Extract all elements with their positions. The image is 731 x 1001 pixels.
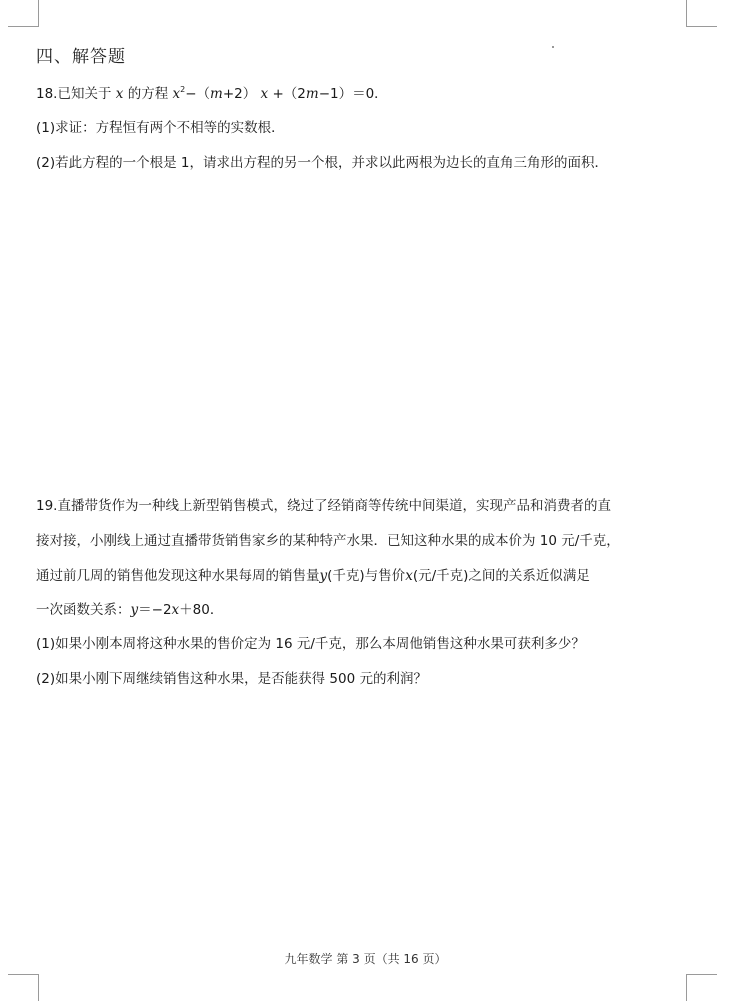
q19-line3-c: (元/千克)之间的关系近似满足 [412, 568, 590, 584]
q18-part1: (1)求证：方程恒有两个不相等的实数根． [36, 120, 285, 136]
q19-line1: 19.直播带货作为一种线上新型销售模式，绕过了经销商等传统中间渠道，实现产品和消费者的直 [36, 498, 611, 514]
q19-var-x: x [405, 568, 413, 584]
q19-line4-b: ＝−2 [138, 602, 172, 618]
q19-part1: (1)如果小刚本周将这种水果的售价定为 16 元/千克，那么本周他销售这种水果可获利多少？ [36, 636, 585, 652]
section-heading: 四、解答题 [36, 47, 126, 67]
q18-eq-m1: m [210, 86, 223, 102]
q18-part2: (2)若此方程的一个根是 1，请求出方程的另一个根，并求以此两根为边长的直角三角形的面积． [36, 155, 609, 171]
q18-eq-x2: x [260, 86, 269, 102]
q18-eq-m2: m [305, 86, 319, 102]
q19-line3 [36, 564, 590, 584]
q19-line2: 接对接，小刚线上通过直播带货销售家乡的某种特产水果．已知这种水果的成本价为 10 元/千克， [36, 533, 620, 549]
q19-func-y: y [130, 602, 139, 618]
q18-eq-exponent: 2 [180, 85, 186, 94]
crop-mark-bottom-right [686, 974, 717, 1001]
q19-line3-a: 通过前几周的销售他发现这种水果每周的销售量 [36, 568, 320, 584]
q18-eq-x: x [172, 86, 181, 102]
q18-eq-part2: +2） [222, 86, 257, 102]
q18-eq-part1: −（ [185, 86, 211, 102]
stray-dot [552, 46, 554, 48]
page-footer: 九年数学 第 3 页（共 16 页） [284, 952, 447, 966]
q19-func-x: x [171, 602, 180, 618]
crop-mark-bottom-left [8, 974, 39, 1001]
crop-mark-top-left [8, 0, 39, 27]
q19-part2: (2)如果小刚下周继续销售这种水果，是否能获得 500 元的利润？ [36, 671, 427, 687]
q19-line4-a: 一次函数关系： [36, 602, 131, 618]
q19-line3-b: (千克)与售价 [327, 568, 406, 584]
q18-stem-prefix: 18.已知关于 [36, 86, 112, 102]
q19-var-y: y [319, 568, 328, 584]
crop-mark-top-right [686, 0, 717, 27]
q18-stem-middle: 的方程 [127, 86, 169, 102]
q19-line4 [36, 598, 223, 618]
q18-eq-part3: +（2 [272, 86, 306, 102]
q19-line4-c: ＋80． [179, 602, 224, 618]
q18-stem [36, 82, 388, 102]
q18-eq-part4: −1）＝0． [318, 86, 388, 102]
q18-var-x: x [115, 86, 124, 102]
